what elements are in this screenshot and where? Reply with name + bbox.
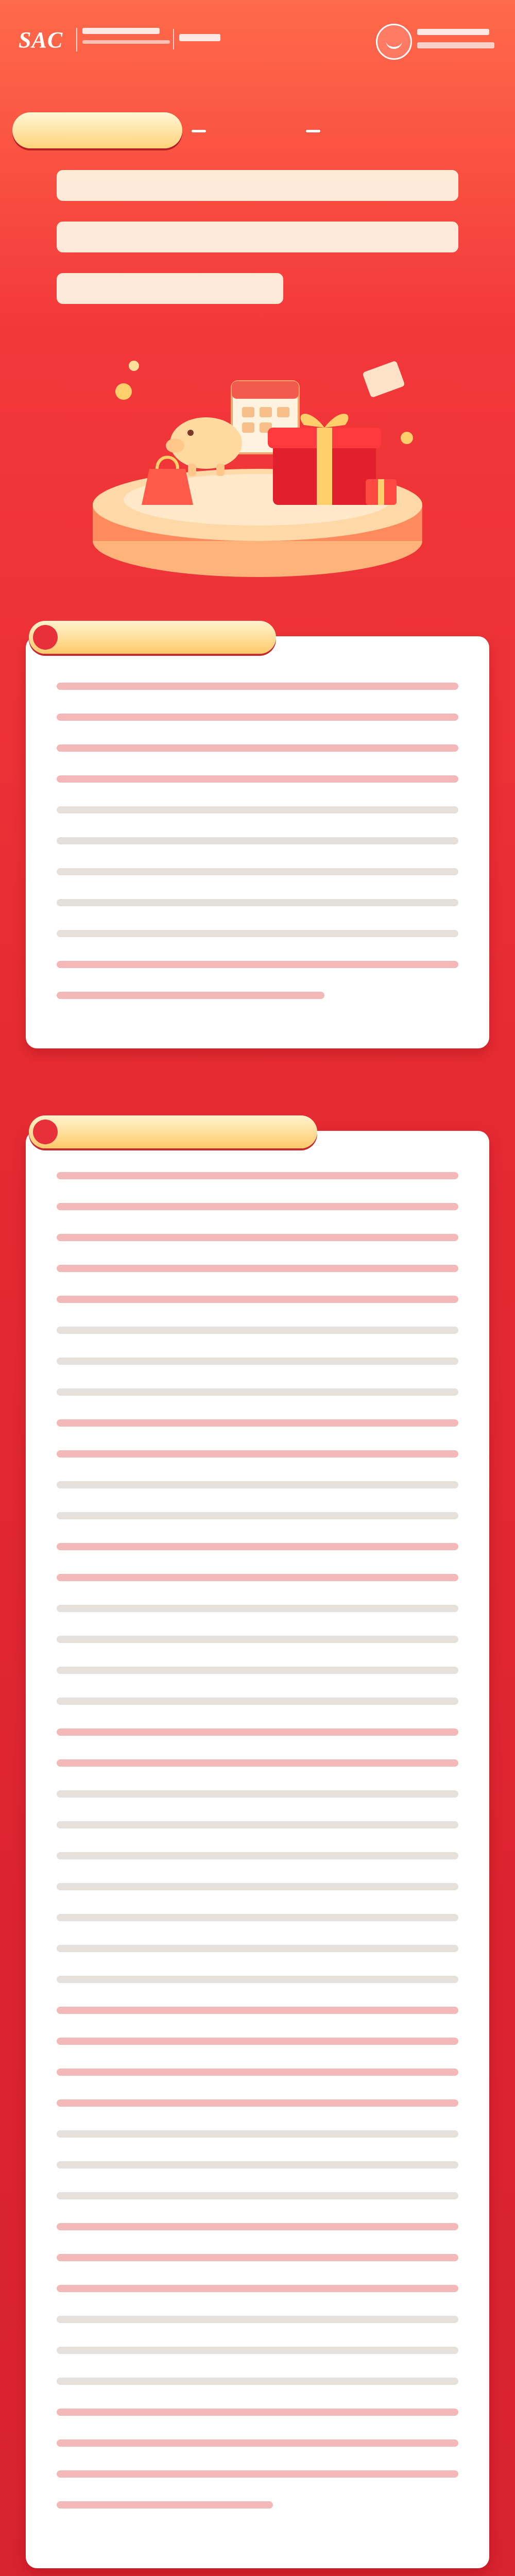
section-heading-tab-2 — [29, 1115, 317, 1148]
topic-tag — [192, 117, 320, 145]
text-line — [57, 2347, 458, 2354]
small-gift-icon — [366, 479, 397, 505]
coin-icon — [401, 432, 413, 444]
text-line — [57, 1327, 458, 1334]
text-line — [57, 2007, 458, 2014]
text-line — [57, 1543, 458, 1550]
text-line — [57, 2316, 458, 2323]
partner-logo — [376, 21, 494, 62]
section-card-1 — [26, 636, 489, 1048]
envelope-icon — [362, 361, 405, 398]
text-line — [57, 1945, 458, 1952]
text-line — [57, 1388, 458, 1396]
text-line — [57, 2192, 458, 2199]
text-line — [57, 1790, 458, 1798]
text-line — [57, 2223, 458, 2230]
text-line — [57, 1512, 458, 1519]
coin-icon — [129, 361, 139, 371]
text-line — [57, 1172, 458, 1179]
text-line — [57, 1698, 458, 1705]
text-line — [57, 2285, 458, 2292]
text-line — [57, 2069, 458, 2076]
text-line — [57, 1296, 458, 1303]
text-line — [57, 2378, 458, 2385]
section-heading-tab-1 — [29, 621, 276, 654]
text-line — [57, 2409, 458, 2416]
text-line — [57, 1574, 458, 1581]
text-line — [57, 1234, 458, 1241]
section-card-2 — [26, 1131, 489, 2568]
org-name-en — [82, 40, 170, 44]
text-line — [57, 1852, 458, 1859]
text-line — [57, 1605, 458, 1612]
section-number-badge — [33, 625, 58, 650]
text-line — [57, 1728, 458, 1736]
text-line — [57, 1636, 458, 1643]
coin-icon — [115, 383, 132, 400]
text-line — [57, 1976, 458, 1983]
text-line — [57, 1265, 458, 1272]
text-line — [57, 1759, 458, 1767]
gift-stage-illustration — [77, 335, 438, 582]
partner-badge-icon — [376, 24, 412, 60]
title-line-2 — [57, 222, 458, 252]
text-line — [57, 1883, 458, 1890]
series-tag — [12, 112, 182, 148]
sac-logo-mark: SAC — [19, 27, 63, 53]
text-line — [57, 2130, 458, 2138]
gift-bag-icon — [142, 457, 193, 505]
text-line — [57, 1481, 458, 1488]
org-name — [82, 28, 160, 34]
sac-logo — [19, 23, 204, 59]
text-line — [57, 2501, 273, 2509]
section-name — [179, 34, 220, 41]
text-line — [57, 2161, 458, 2168]
text-line — [57, 1419, 458, 1427]
text-line — [57, 1667, 458, 1674]
text-line — [57, 2470, 458, 2478]
text-line — [57, 1914, 458, 1921]
section-number-badge — [33, 1120, 58, 1144]
partner-name-line1 — [417, 29, 489, 35]
text-line — [57, 2038, 458, 2045]
text-line — [57, 1358, 458, 1365]
title-line-1 — [57, 170, 458, 201]
text-line — [57, 2439, 458, 2447]
text-line — [57, 1821, 458, 1828]
text-line — [57, 2099, 458, 2107]
text-line — [57, 2254, 458, 2261]
text-line — [57, 1450, 458, 1458]
title-line-3 — [57, 273, 283, 304]
text-line — [57, 1203, 458, 1210]
